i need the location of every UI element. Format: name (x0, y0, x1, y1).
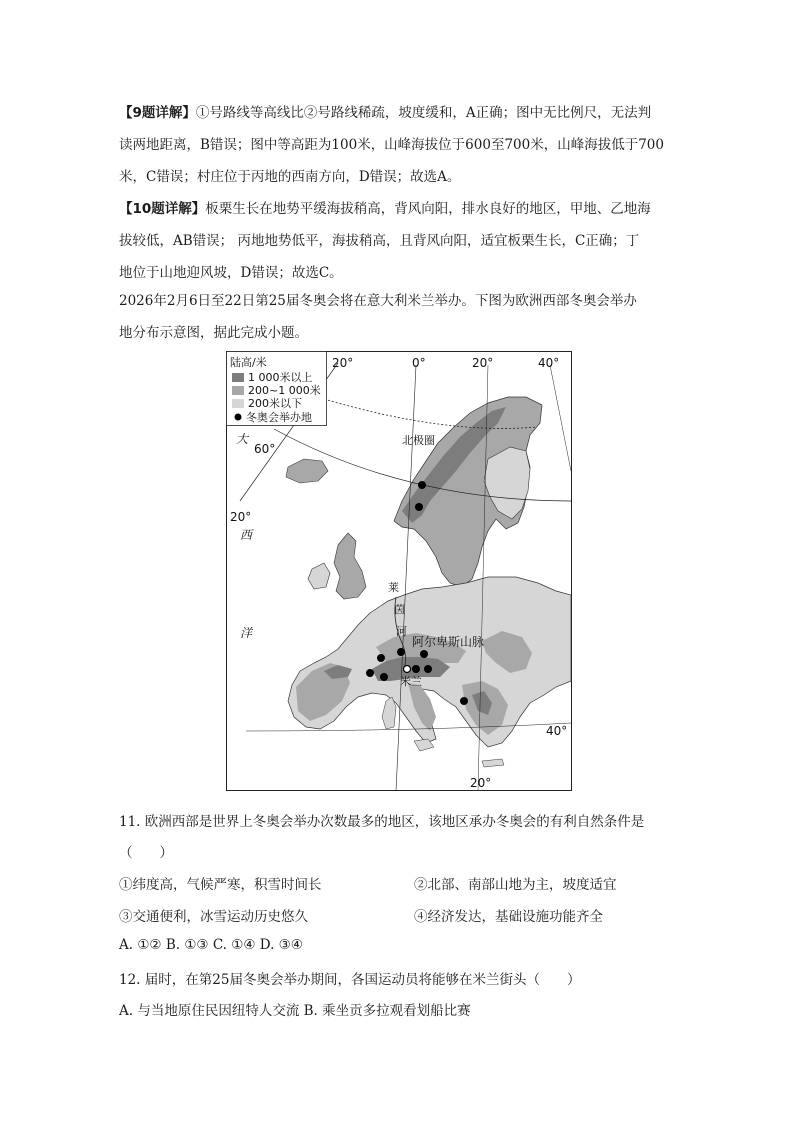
q11-choices: A. ①② B. ①③ C. ①④ D. ③④ (119, 937, 303, 953)
legend-title: 陆高/米 (230, 356, 267, 369)
label-lon-0: 0° (412, 356, 426, 370)
label-lat-40: 40° (546, 724, 568, 738)
q10-tag: 【10题详解】 (119, 201, 206, 217)
q11-option-3: ③交通便利，冰雪运动历史悠久 (119, 909, 308, 925)
venue-dot (412, 665, 420, 673)
label-lat-60: 60° (254, 442, 276, 456)
q11-option-1: ①纬度高，气候严寒，积雪时间长 (119, 877, 322, 893)
venue-dot (377, 654, 385, 662)
q9-tag: 【9题详解】 (119, 105, 196, 121)
europe-winter-olympics-map (226, 351, 572, 791)
q9-line-3: 米，C错误；村庄位于丙地的西南方向，D错误；故选A。 (119, 169, 461, 185)
label-ocean-2: 西 (240, 528, 253, 542)
venue-dot (418, 481, 426, 489)
venue-dot (415, 503, 423, 511)
q9-line-1: ①号路线等高线比②号路线稀疏，坡度缓和，A正确；图中无比例尺，无法判 (195, 105, 652, 121)
legend-venue-dot (235, 414, 242, 421)
q11-option-4: ④经济发达，基础设施功能齐全 (414, 909, 603, 925)
label-rhine-2: 茵 (394, 603, 405, 616)
venue-dot (397, 648, 405, 656)
label-milan: 米兰 (400, 675, 422, 688)
label-alps: 阿尔卑斯山脉 (412, 635, 485, 649)
q10-line-1: 板栗生长在地势平缓海拔稍高，背风向阳，排水良好的地区，甲地、乙地海 (205, 201, 651, 217)
label-ocean-1: 大 (236, 432, 249, 446)
intro-line-2: 地分布示意图，据此完成小题。 (119, 325, 308, 341)
legend-label-low: 200米以下 (248, 397, 302, 410)
label-lon-20e: 20° (472, 356, 494, 370)
label-ocean-3: 洋 (240, 626, 253, 640)
q11-option-2: ②北部、南部山地为主，坡度适宜 (414, 877, 617, 893)
legend-label-mid: 200~1 000米 (248, 384, 321, 397)
label-rhine-3: 河 (396, 625, 407, 638)
q12-stem: 12. 届时，在第25届冬奥会举办期间，各国运动员将能够在米兰街头（ ） (119, 972, 581, 988)
label-rhine-1: 莱 (388, 581, 399, 594)
label-lon-20w: 20° (332, 356, 354, 370)
map-svg (226, 351, 572, 791)
legend-swatch-mid (232, 386, 244, 395)
venue-dot (420, 650, 428, 658)
q11-paren: （ ） (119, 845, 173, 861)
venue-dot (380, 673, 388, 681)
label-lon-20e-bottom: 20° (470, 776, 492, 790)
q9-line-2: 读两地距离，B错误；图中等高距为100米，山峰海拔位于600至700米，山峰海拔低于700 (119, 137, 664, 153)
venue-dot (366, 669, 374, 677)
legend-label-high: 1 000米以上 (248, 371, 313, 384)
q10-line-2: 拔较低，AB错误； 丙地地势低平，海拔稍高，且背风向阳，适宜板栗生长，C正确；丁 (119, 233, 640, 249)
legend-label-venue: 冬奥会举办地 (246, 411, 312, 424)
label-arctic-circle: 北极圈 (402, 434, 435, 447)
intro-line-1: 2026年2月6日至22日第25届冬奥会将在意大利米兰举办。下图为欧洲西部冬奥会举办 (119, 293, 637, 309)
venue-dot (424, 665, 432, 673)
legend-swatch-high (232, 373, 244, 382)
legend-swatch-low (232, 399, 244, 408)
q12-choices: A. 与当地原住民因纽特人交流 B. 乘坐贡多拉观看划船比赛 (119, 1003, 471, 1019)
label-lon-40e: 40° (538, 356, 560, 370)
venue-dot (460, 697, 468, 705)
label-lat-20w-west: 20° (230, 510, 252, 524)
q10-line-3: 地位于山地迎风坡，D错误；故选C。 (119, 265, 343, 281)
milan-marker (404, 666, 411, 673)
q11-stem: 11. 欧洲西部是世界上冬奥会举办次数最多的地区，该地区承办冬奥会的有利自然条件是 (119, 814, 645, 830)
